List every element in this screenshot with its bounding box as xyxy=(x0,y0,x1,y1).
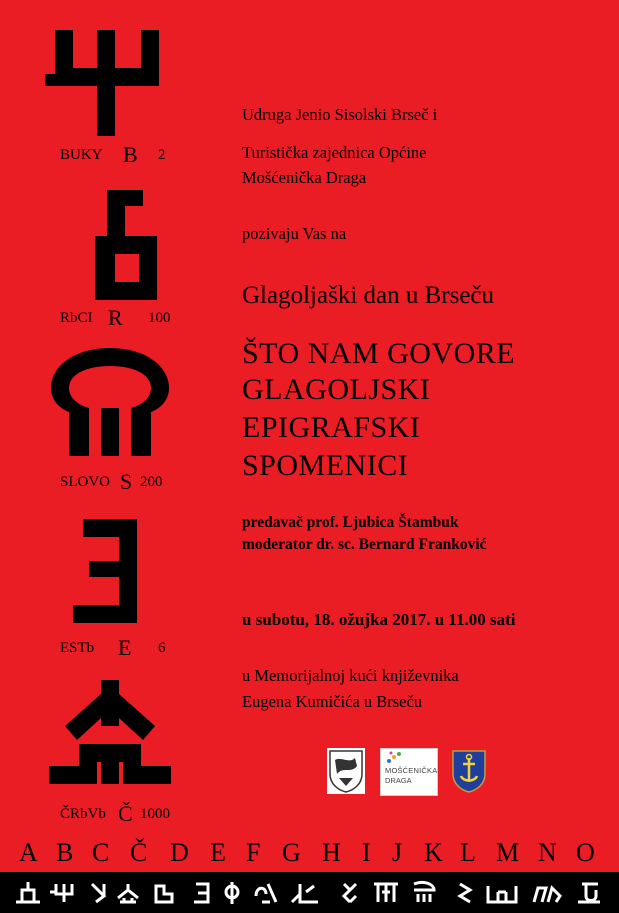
moderator-line: moderator dr. sc. Bernard Franković xyxy=(242,536,487,553)
venue-line-2: Eugena Kumičića u Brseču xyxy=(242,692,423,711)
latin-letter: O xyxy=(576,838,595,867)
moscenicka-draga-logo xyxy=(380,748,438,796)
latin-letter: M xyxy=(496,838,520,867)
letter-value: 200 xyxy=(140,474,163,490)
letter-name: ČRbVb xyxy=(60,806,106,822)
letter-caption-buky xyxy=(0,142,200,177)
event-datetime: u subotu, 18. ožujka 2017. u 11.00 sati xyxy=(242,610,516,629)
dots-logo-icon xyxy=(381,749,437,767)
latin-letter: Č xyxy=(130,838,148,867)
logo-text-line-1: MOŠĆENIČKA xyxy=(385,766,438,775)
organizer-line-3: Mošćenička Draga xyxy=(242,168,367,187)
letter-latin: R xyxy=(108,305,123,330)
latin-letter: J xyxy=(392,838,403,867)
glagolitic-slovo-icon xyxy=(45,338,175,468)
glagolitic-alphabet-strip-icon xyxy=(0,872,619,913)
latin-letter: K xyxy=(424,838,443,867)
letter-latin: Č xyxy=(118,801,133,826)
letter-value: 100 xyxy=(148,310,171,326)
latin-letter: N xyxy=(538,838,557,867)
title-line-1: ŠTO NAM GOVORE xyxy=(242,337,516,370)
letter-latin: E xyxy=(118,635,132,660)
latin-letter: H xyxy=(322,838,341,867)
coat-of-arms-icon xyxy=(327,748,365,794)
letter-caption-crvb xyxy=(0,801,200,836)
letter-caption-rci xyxy=(0,305,200,340)
latin-letter: D xyxy=(170,838,189,867)
latin-letter: L xyxy=(460,838,476,867)
latin-letter: C xyxy=(92,838,110,867)
glagolitic-estb-icon xyxy=(45,505,175,635)
letter-name: ESTb xyxy=(60,640,95,656)
title-line-4: SPOMENICI xyxy=(242,449,409,482)
glagolitic-rci-icon xyxy=(45,180,175,310)
title-line-3: EPIGRAFSKI xyxy=(242,411,421,444)
letter-latin: S xyxy=(120,469,133,494)
logo-text-line-2: DRAGA xyxy=(385,776,412,785)
latin-letter: A xyxy=(19,838,38,867)
letter-value: 1000 xyxy=(140,806,170,822)
latin-letter: B xyxy=(56,838,74,867)
event-name: Glagoljaški dan u Brseču xyxy=(242,282,495,309)
venue-line-1: u Memorijalnoj kući književnika xyxy=(242,666,459,685)
organizer-line-1: Udruga Jenio Sisolski Brseč i xyxy=(242,105,438,124)
speaker-line: predavač prof. Ljubica Štambuk xyxy=(242,514,459,531)
latin-alphabet-row xyxy=(0,838,619,870)
letter-name: BUKY xyxy=(60,147,103,163)
anchor-shield-icon xyxy=(450,748,488,794)
letter-value: 2 xyxy=(158,147,166,163)
letter-caption-slovo xyxy=(0,469,200,504)
title-line-2: GLAGOLJSKI xyxy=(242,373,431,406)
latin-letter: E xyxy=(210,838,226,867)
latin-letter: G xyxy=(282,838,301,867)
letter-name: SLOVO xyxy=(60,474,111,490)
glagolitic-crvb-icon xyxy=(45,666,175,796)
latin-letter: F xyxy=(246,838,261,867)
invite-text: pozivaju Vas na xyxy=(242,224,347,243)
letter-latin: B xyxy=(123,142,138,167)
letter-name: RbCI xyxy=(60,310,93,326)
organizer-line-2: Turistička zajednica Općine xyxy=(242,143,427,162)
latin-letter: I xyxy=(362,838,371,867)
sponsor-logos xyxy=(322,748,492,800)
glagolitic-buky-icon xyxy=(45,18,175,148)
letter-value: 6 xyxy=(158,640,166,656)
